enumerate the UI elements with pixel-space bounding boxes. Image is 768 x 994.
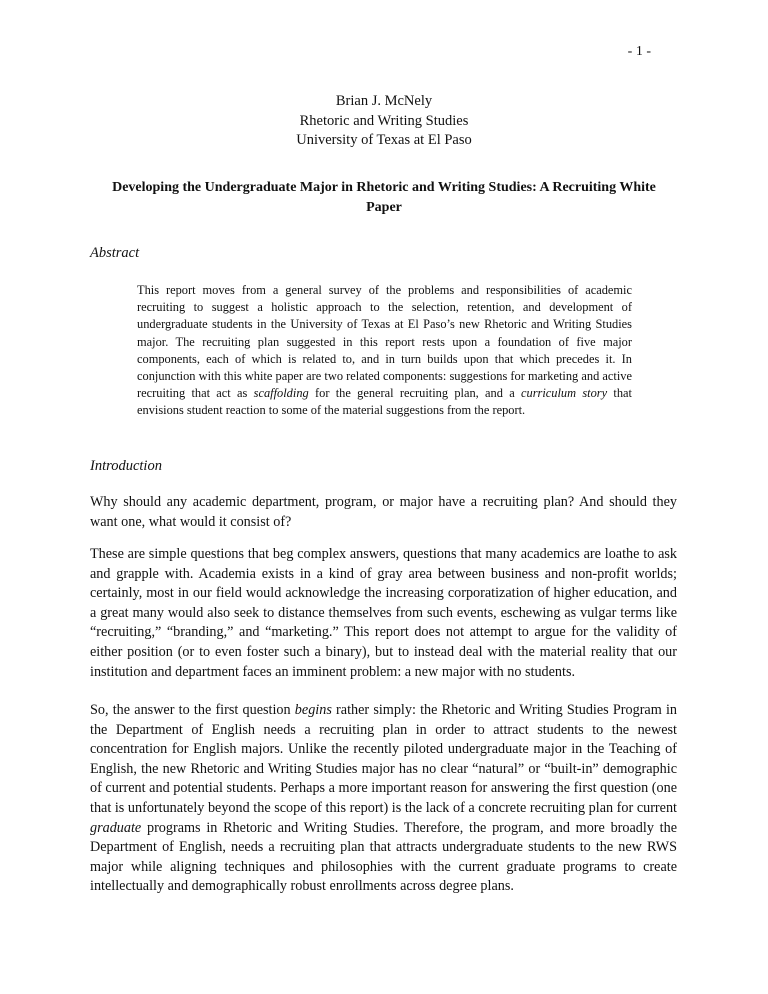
paragraph-text: programs in Rhetoric and Writing Studies. Therefore, the program, and more broadly the Department of English, needs a recruiting plan that attracts undergraduate students to the new RWS major while aligning techniques and philosophies with the current graduate programs to create intellectually and demographically robust enrollments across degree plans. (90, 819, 677, 895)
abstract-heading: Abstract (90, 245, 140, 261)
introduction-paragraph-2: These are simple questions that beg complex answers, questions that many academics are loathe to ask and grapple with. Academia exists in a kind of gray area between business and non-profit worlds; certainly, most in our field would acknowledge the increasing corporatization of higher education, and a great many would also seek to distance themselves from such events, eschewing as vulgar terms like “recruiting,” “branding,” and “marketing.” This report does not attempt to argue for the validity of either position (or to even foster such a binary), but to instead deal with the material reality that our institution and department faces an imminent problem: a new major with no students. (90, 546, 677, 680)
author-name: Brian J. McNely (335, 93, 433, 109)
abstract-body (137, 282, 632, 420)
abstract-text: This report moves from a general survey of the problems and responsibilities of academic recruiting to suggest a holistic approach to the selection, retention, and development of undergraduate students in the University of Texas at El Paso’s new Rhetoric and Writing Studies major. The recruiting plan suggested in this report rests upon a foundation of five major components, each of which is related to, and in turn builds upon that which precedes it. In conjunction with this white paper are two related components: suggestions for marketing and active recruiting that act as (137, 283, 632, 401)
abstract-term-curriculum-story: curriculum story (521, 386, 608, 401)
author-department: Rhetoric and Writing Studies (299, 112, 469, 129)
abstract-text: that envisions student reaction to some of the material suggestions from the report. (137, 386, 632, 418)
introduction-heading: Introduction (90, 458, 162, 474)
introduction-paragraph-3 (90, 701, 677, 897)
emphasis-begins: begins (294, 702, 332, 718)
abstract-text: for the general recruiting plan, and a (308, 386, 521, 401)
introduction-paragraph-1: Why should any academic department, program, or major have a recruiting plan? And should they want one, what would it consist of? (90, 494, 677, 530)
emphasis-graduate: graduate (90, 819, 142, 836)
author-block (0, 92, 768, 151)
document-title: Developing the Undergraduate Major in Rhetoric and Writing Studies: A Recruiting White Paper (112, 180, 656, 215)
paragraph-text: rather simply: the Rhetoric and Writing Studies Program in the Department of English needs a recruiting plan in order to attract students to the newest concentration for English majors. Unlike the recently piloted undergraduate major in the Teaching of English, the new Rhetoric and Writing Studies major has no clear “natural” or “built-in” demographic of current and potential students. Perhaps a more important reason for answering the first question (one that is unfortunately beyond the scope of this report) is the lack of a concrete recruiting plan for current (90, 702, 678, 816)
paragraph-text: So, the answer to the first question (90, 702, 295, 718)
page-number: - 1 - (627, 44, 651, 59)
abstract-term-scaffolding: scaffolding (253, 386, 309, 401)
author-institution: University of Texas at El Paso (296, 132, 472, 148)
